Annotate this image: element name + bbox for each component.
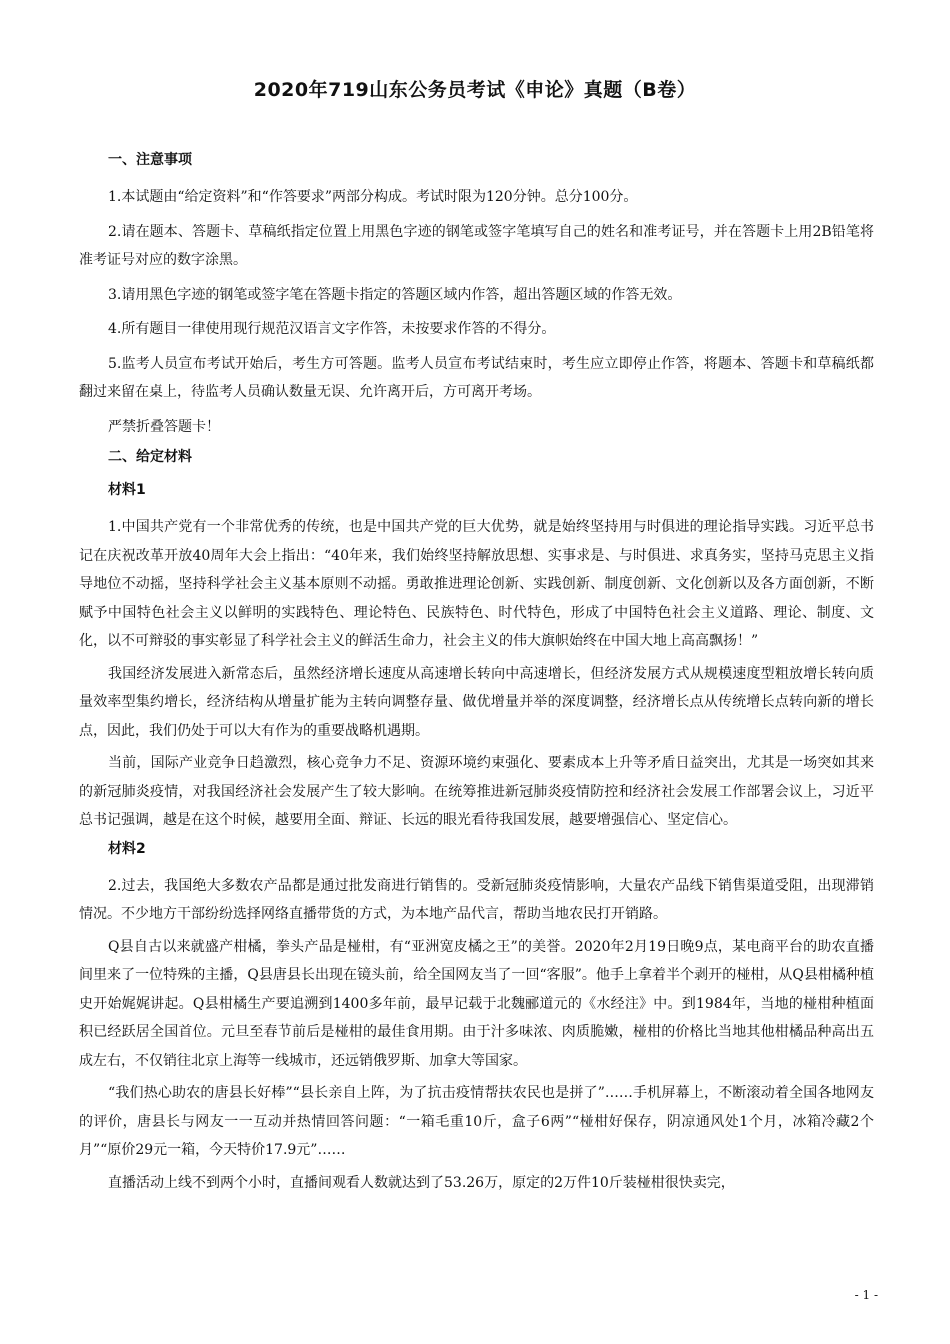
material-2-heading: 材料2 [108,840,146,857]
section-heading-materials: 二、给定材料 [108,449,192,465]
material-1-heading: 材料1 [108,482,146,498]
material-paragraph: 当前，国际产业竞争日趋激烈，核心竞争力不足、资源环境约束强化、要素成本上升等矛盾日益突出，尤其是一场突如其来的新冠肺炎疫情，对我国经济社会发展产生了较大影响。在统筹推进新冠肺炎疫情防控和经济社会发展工作部署会议上，习近平总书记强调，越是在这个时候，越要用全面、辩证、长远的眼光看待我国发展，越要增强信心、坚定信心。 [79,755,874,828]
page-number: - 1 - [854,1288,878,1302]
notice-item: 5.监考人员宣布考试开始后，考生方可答题。监考人员宣布考试结束时，考生应立即停止作答，将题本、答题卡和草稿纸都翻过来留在桌上，待监考人员确认数量无误、允许离开后，方可离开考场。 [79,355,874,400]
material-paragraph: 1.中国共产党有一个非常优秀的传统，也是中国共产党的巨大优势，就是始终坚持用与时俱进的理论指导实践。习近平总书记在庆祝改革开放40周年大会上指出：“40年来，我们始终坚持解放思想、实事求是、与时俱进、求真务实，坚持马克思主义指导地位不动摇，坚持科学社会主义基本原则不动摇。勇敢推进理论创新、实践创新、制度创新、文化创新以及各方面创新，不断赋予中国特色社会主义以鲜明的实践特色、理论特色、民族特色、时代特色，形成了中国特色社会主义道路、理论、制度、文化，以不可辩驳的事实彰显了科学社会主义的鲜活生命力，社会主义的伟大旗帜始终在中国大地上高高飘扬！” [79,519,874,649]
notice-item: 4.所有题目一律使用现行规范汉语言文字作答，未按要求作答的不得分。 [108,321,556,337]
notice-item: 1.本试题由“给定资料”和“作答要求”两部分构成。考试时限为120分钟。总分100分。 [108,189,638,205]
notice-item: 3.请用黑色字迹的钢笔或签字笔在答题卡指定的答题区域内作答，超出答题区域的作答无效。 [108,286,682,303]
section-heading-notice: 一、注意事项 [108,152,192,168]
notice-item: 2.请在题本、答题卡、草稿纸指定位置上用黑色字迹的钢笔或签字笔填写自己的姓名和准考证号，并在答题卡上用2B铅笔将准考证号对应的数字涂黑。 [79,223,874,268]
material-paragraph: 直播活动上线不到两个小时，直播间观看人数就达到了53.26万，原定的2万件10斤装椪柑很快卖完， [108,1174,735,1191]
material-paragraph: Q县自古以来就盛产柑橘，拳头产品是椪柑，有“亚洲宽皮橘之王”的美誉。2020年2月19日晚9点，某电商平台的助农直播间里来了一位特殊的主播，Q县唐县长出现在镜头前，给全国网友当了一回“客服”。他手上拿着半个剥开的椪柑，从Q县柑橘种植史开始娓娓讲起。Q县柑橘生产要追溯到1400多年前，最早记载于北魏郦道元的《水经注》中。到1984年，当地的椪柑种植面积已经跃居全国首位。元旦至春节前后是椪柑的最佳食用期。由于汁多味浓、肉质脆嫩，椪柑的价格比当地其他柑橘品种高出五成左右，不仅销往北京上海等一线城市，还远销俄罗斯、加拿大等国家。 [79,938,874,1069]
document-title: 2020年719山东公务员考试《申论》真题（B卷） [253,79,697,101]
material-paragraph: “我们热心助农的唐县长好棒”“县长亲自上阵，为了抗击疫情帮扶农民也是拼了”……手机屏幕上，不断滚动着全国各地网友的评价，唐县长与网友一一互动并热情回答问题：“一箱毛重10斤，盒子6两”“椪柑好保存，阴凉通风处1个月，冰箱冷藏2个月”“原价29元一箱，今天特价17.9元”…… [79,1085,874,1158]
material-paragraph: 2.过去，我国绝大多数农产品都是通过批发商进行销售的。受新冠肺炎疫情影响，大量农产品线下销售渠道受阻，出现滞销情况。不少地方干部纷纷选择网络直播带货的方式，为本地产品代言，帮助当地农民打开销路。 [79,877,874,922]
document-body [79,150,874,1201]
notice-item: 严禁折叠答题卡！ [108,418,220,435]
material-paragraph: 我国经济发展进入新常态后，虽然经济增长速度从高速增长转向中高速增长，但经济发展方式从规模速度型粗放增长转向质量效率型集约增长，经济结构从增量扩能为主转向调整存量、做优增量并举的深度调整，经济增长点从传统增长点转向新的增长点，因此，我们仍处于可以大有作为的重要战略机遇期。 [79,665,874,739]
